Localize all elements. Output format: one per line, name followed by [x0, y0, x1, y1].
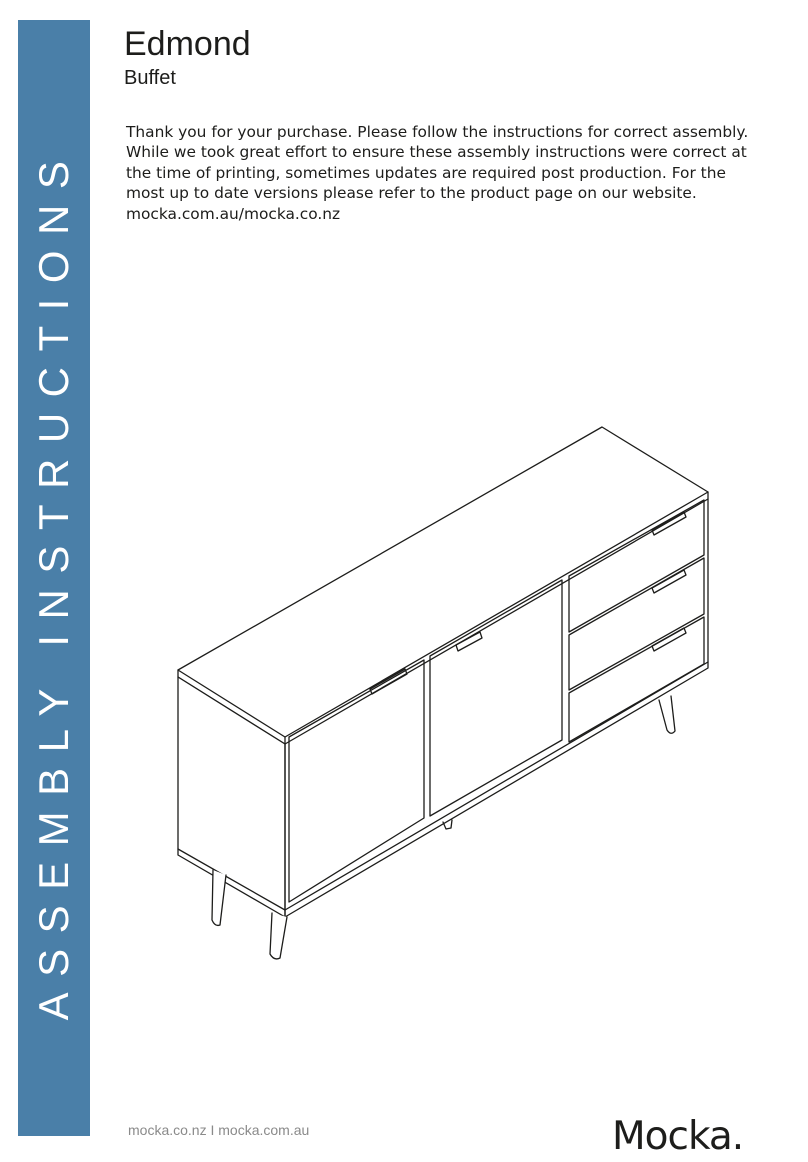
- footer-website-links: mocka.co.nz I mocka.com.au: [128, 1122, 310, 1138]
- product-title: Edmond: [124, 25, 251, 63]
- drawer-bottom: [569, 617, 704, 742]
- product-subtitle: Buffet: [124, 67, 176, 89]
- mocka-logo: Mocka.: [612, 1114, 744, 1159]
- drawer-bottom-handle: [652, 628, 686, 651]
- leg-front-left: [212, 870, 226, 925]
- leg-right: [659, 696, 675, 733]
- intro-paragraph: Thank you for your purchase. Please follow the instructions for correct assembly. While we took great effort to ensure these assembly instructions were correct at the time of printing, sometimes updates are required post production. For the most up to date versions please refer to the product page on our website. mocka.com.au/mocka.co.nz: [126, 123, 749, 223]
- buffet-top: [178, 427, 708, 737]
- drawer-middle: [569, 558, 704, 690]
- side-title: ASSEMBLY INSTRUCTIONS: [30, 145, 77, 1021]
- leg-front-center: [270, 913, 287, 959]
- buffet-illustration: [170, 420, 720, 970]
